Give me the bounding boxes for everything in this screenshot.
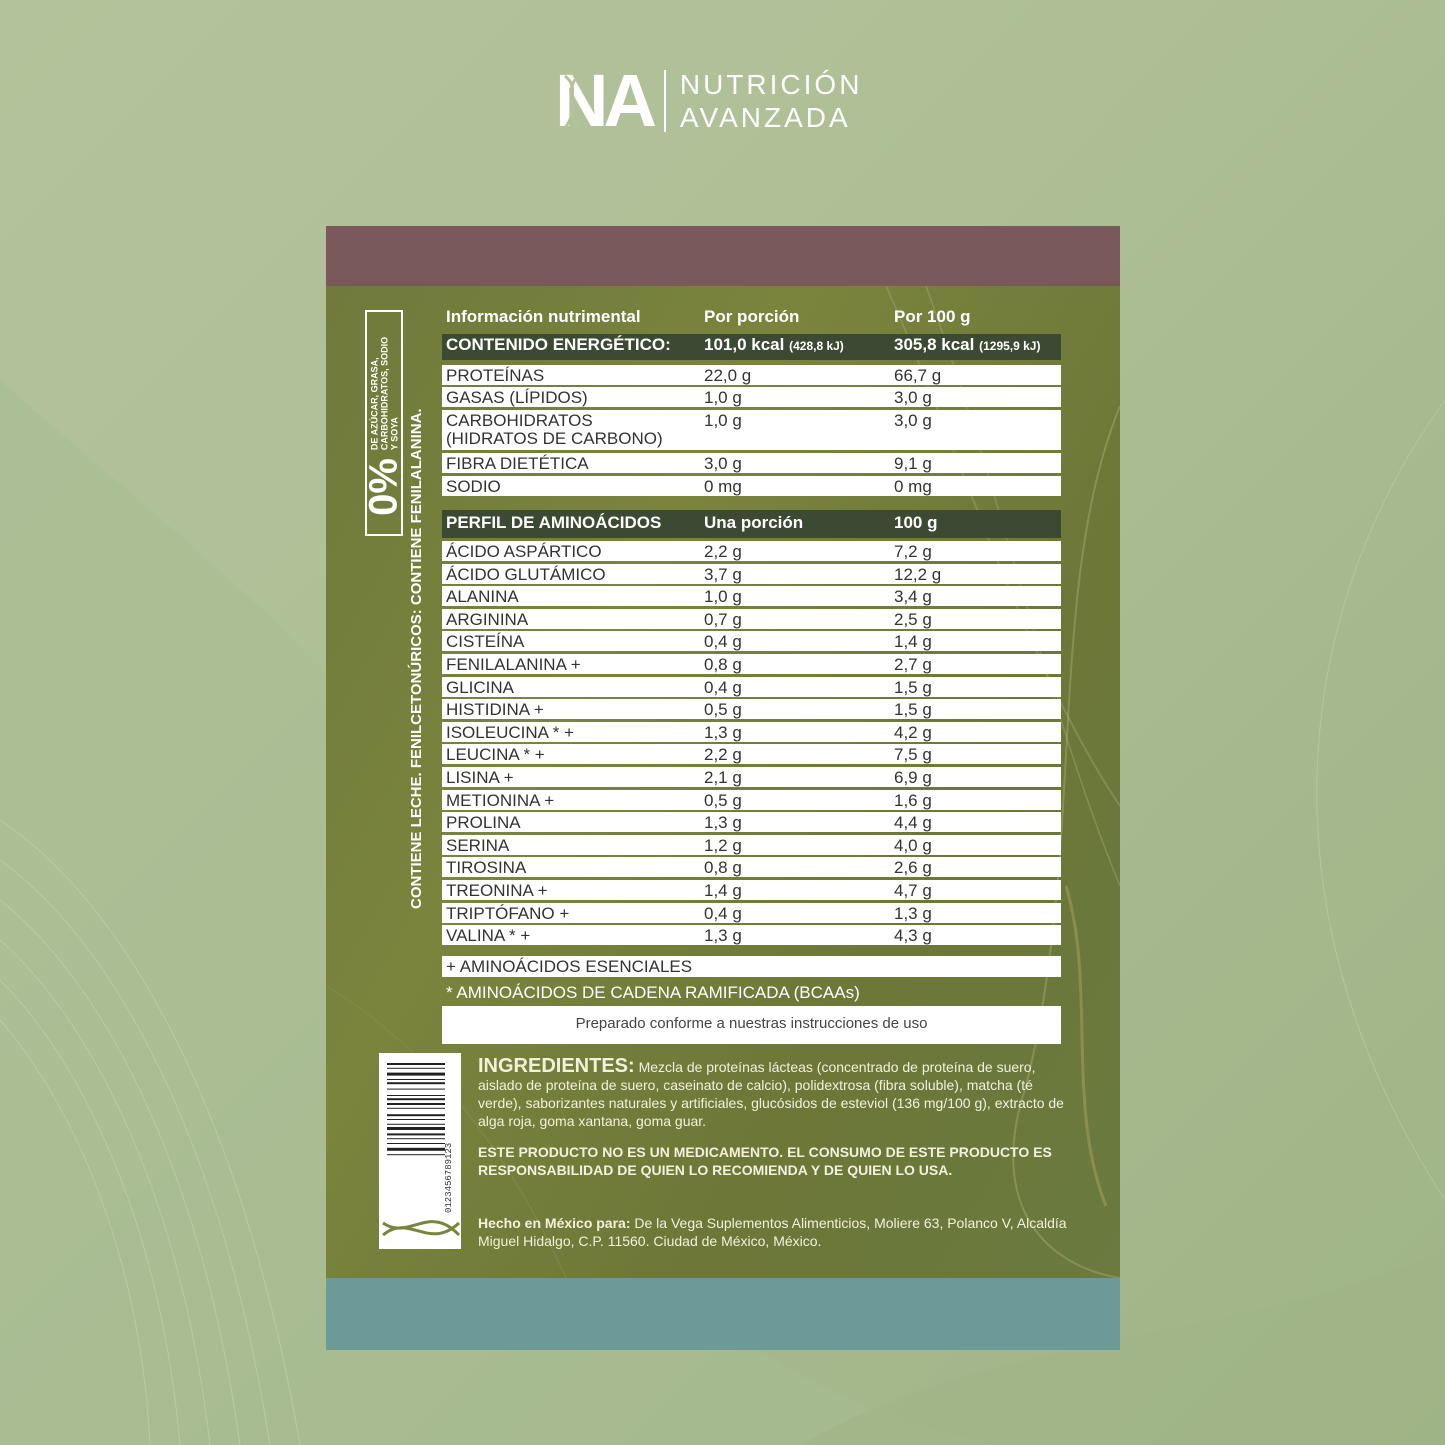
amino-row xyxy=(442,744,1061,764)
bcaa-note xyxy=(442,982,1061,1004)
amino-row xyxy=(442,767,1061,787)
amino-portion: 0,5 g xyxy=(704,790,742,810)
amino-row xyxy=(442,609,1061,629)
essential-note xyxy=(442,956,1061,977)
barcode-bar xyxy=(387,1073,445,1076)
logo-letters: NA xyxy=(555,59,652,142)
nutrient-portion: 22,0 g xyxy=(704,366,752,385)
barcode-graphic xyxy=(379,1053,461,1249)
nutrient-name: FIBRA DIETÉTICA xyxy=(446,454,589,473)
barcode xyxy=(379,1053,461,1249)
amino-portion: 3,7 g xyxy=(704,564,742,584)
logo-divider xyxy=(664,70,666,132)
amino-name: CISTEÍNA xyxy=(446,632,525,652)
manufacturer xyxy=(478,1214,1068,1250)
nutrient-row xyxy=(442,365,1061,385)
amino-per100: 4,3 g xyxy=(894,926,932,946)
amino-portion: 1,2 g xyxy=(704,835,742,855)
amino-portion: 0,4 g xyxy=(704,903,742,923)
energy-label: CONTENIDO ENERGÉTICO: xyxy=(446,335,671,354)
amino-portion: 0,8 g xyxy=(704,655,742,674)
amino-per100: 12,2 g xyxy=(894,564,942,584)
nutrient-per100: 9,1 g xyxy=(894,454,932,473)
amino-per100: 1,5 g xyxy=(894,700,932,720)
nutrient-row xyxy=(442,476,1061,496)
nutrition-header xyxy=(442,306,1061,332)
amino-row xyxy=(442,654,1061,674)
nutrient-portion: 3,0 g xyxy=(704,454,742,473)
logo-line-1: NUTRICIÓN xyxy=(679,69,863,100)
energy-portion: 101,0 kcal (428,8 kJ) xyxy=(704,335,844,354)
energy-row xyxy=(442,334,1061,360)
barcode-bar xyxy=(387,1138,445,1139)
amino-name: METIONINA + xyxy=(446,790,555,810)
amino-portion: 0,4 g xyxy=(704,632,742,652)
barcode-bar xyxy=(387,1114,445,1116)
amino-portion: 1,3 g xyxy=(704,813,742,833)
amino-row xyxy=(442,631,1061,651)
nutrient-per100: 3,0 g xyxy=(894,411,932,430)
preparation-note: Preparado conforme a nuestras instrucciones de uso xyxy=(442,1006,1061,1044)
barcode-bar xyxy=(387,1124,445,1125)
nutrient-row xyxy=(442,387,1061,407)
amino-per100: 4,2 g xyxy=(894,722,932,742)
nutrient-row xyxy=(442,410,1061,450)
barcode-bar xyxy=(387,1098,445,1100)
amino-per100: 1,4 g xyxy=(894,632,932,652)
barcode-bar xyxy=(387,1133,445,1135)
amino-header xyxy=(442,510,1061,538)
zero-claim-box xyxy=(361,310,406,536)
amino-per100: 2,5 g xyxy=(894,609,932,629)
amino-row xyxy=(442,925,1061,945)
zero-percent: 0% xyxy=(361,458,406,516)
nutrient-name: SODIO xyxy=(446,477,501,496)
logo-words xyxy=(680,68,863,134)
product-label-panel xyxy=(326,226,1120,1350)
nutrition-label xyxy=(326,286,1120,1278)
amino-portion: 0,4 g xyxy=(704,677,742,697)
amino-row xyxy=(442,857,1061,877)
barcode-bar xyxy=(387,1127,445,1130)
amino-row xyxy=(442,790,1061,810)
amino-row xyxy=(442,903,1061,923)
amino-row xyxy=(442,812,1061,832)
amino-name: ÁCIDO ASPÁRTICO xyxy=(446,542,602,561)
nutrient-per100: 0 mg xyxy=(894,477,932,496)
barcode-bar xyxy=(387,1063,445,1065)
nutrient-name: PROTEÍNAS xyxy=(446,366,545,385)
amino-name: ARGININA xyxy=(446,609,529,629)
amino-name: GLICINA xyxy=(446,677,515,697)
amino-name: TRIPTÓFANO + xyxy=(446,903,570,923)
amino-row xyxy=(442,564,1061,584)
amino-per100: 1,5 g xyxy=(894,677,932,697)
barcode-bar xyxy=(387,1082,445,1084)
logo-line-2: AVANZADA xyxy=(679,102,851,133)
amino-row xyxy=(442,677,1061,697)
barcode-bar xyxy=(387,1079,445,1080)
amino-per100: 2,6 g xyxy=(894,858,932,878)
nutrient-per100: 3,0 g xyxy=(894,388,932,407)
amino-portion: 2,2 g xyxy=(704,542,742,561)
amino-portion: 2,2 g xyxy=(704,745,742,765)
nutrient-name: GASAS (LÍPIDOS) xyxy=(446,388,588,407)
barcode-bar xyxy=(387,1108,445,1109)
nutrient-row xyxy=(442,453,1061,473)
amino-portion: 1,3 g xyxy=(704,926,742,946)
amino-per100: 4,0 g xyxy=(894,835,932,855)
medical-warning: ESTE PRODUCTO NO ES UN MEDICAMENTO. EL CONSUMO DE ESTE PRODUCTO ES RESPONSABILIDAD DE QUIEN LO RECOMIENDA Y DE QUIEN LO USA. xyxy=(478,1144,1052,1178)
essential-note-text: + AMINOÁCIDOS ESENCIALES xyxy=(446,957,693,976)
amino-row xyxy=(442,722,1061,742)
amino-row xyxy=(442,835,1061,855)
amino-name: HISTIDINA + xyxy=(446,700,544,720)
nutrient-portion: 1,0 g xyxy=(704,411,742,430)
bcaa-note-text: * AMINOÁCIDOS DE CADENA RAMIFICADA (BCAAs) xyxy=(446,983,860,1002)
amino-name: SERINA xyxy=(446,835,510,855)
amino-name: ALANINA xyxy=(446,587,519,607)
amino-row xyxy=(442,699,1061,719)
nutrient-name: CARBOHIDRATOS xyxy=(446,411,593,430)
header-col-3: Por 100 g xyxy=(894,307,971,326)
dna-icon xyxy=(559,74,585,130)
amino-portion: 0,7 g xyxy=(704,609,742,629)
amino-name: LEUCINA * + xyxy=(446,745,545,765)
logo-mark xyxy=(555,59,652,142)
barcode-bar xyxy=(387,1154,445,1155)
amino-portion: 0,8 g xyxy=(704,858,742,878)
manufacturer-label: Hecho en México para: xyxy=(478,1215,631,1231)
barcode-bar xyxy=(387,1143,445,1144)
nutrient-portion: 1,0 g xyxy=(704,388,742,407)
amino-name: FENILALANINA + xyxy=(446,655,581,674)
header-col-1: Información nutrimental xyxy=(446,307,641,326)
barcode-bar xyxy=(387,1068,445,1069)
barcode-bar xyxy=(387,1089,445,1090)
energy-per100: 305,8 kcal (1295,9 kJ) xyxy=(894,335,1041,354)
amino-name: PROLINA xyxy=(446,813,521,833)
brand-logo xyxy=(555,59,863,142)
top-color-band xyxy=(326,226,1120,286)
barcode-bar xyxy=(387,1103,445,1105)
barcode-bar xyxy=(387,1119,445,1120)
amino-portion: 0,5 g xyxy=(704,700,742,720)
barcode-bar xyxy=(387,1148,445,1151)
amino-name: TREONINA + xyxy=(446,881,548,900)
amino-per100: 1,3 g xyxy=(894,903,932,923)
amino-per100: 3,4 g xyxy=(894,587,932,607)
nutrient-name-line-2: (HIDRATOS DE CARBONO) xyxy=(446,429,663,448)
amino-name: VALINA * + xyxy=(446,926,531,946)
amino-per100: 7,5 g xyxy=(894,745,932,765)
amino-per100: 1,6 g xyxy=(894,790,932,810)
amino-per100: 2,7 g xyxy=(894,655,932,674)
zero-claim-text: DE AZÚCAR, GRASA, CARBOHIDRATOS, SODIO Y SOYA xyxy=(369,336,399,451)
barcode-bar xyxy=(387,1095,445,1096)
amino-row xyxy=(442,586,1061,606)
bottom-color-band xyxy=(326,1278,1120,1350)
amino-header-col-3: 100 g xyxy=(894,513,938,532)
nutrient-per100: 66,7 g xyxy=(894,366,942,385)
amino-name: ISOLEUCINA * + xyxy=(446,722,575,742)
ingredients-heading: INGREDIENTES: xyxy=(478,1055,635,1077)
barcode-digits: 0123456789123 xyxy=(444,1142,454,1213)
amino-header-col-1: PERFIL DE AMINOÁCIDOS xyxy=(446,513,662,532)
amino-row xyxy=(442,541,1061,561)
amino-portion: 1,0 g xyxy=(704,587,742,607)
amino-header-col-2: Una porción xyxy=(704,513,804,532)
nutrient-portion: 0 mg xyxy=(704,477,742,496)
amino-per100: 4,7 g xyxy=(894,881,932,900)
ingredients-text: Mezcla de proteínas lácteas (concentrado de proteína de suero, aislado de proteína de suero, caseinato de calcio), polidextrosa (fibra soluble), matcha (té verde), saborizantes naturales y artificiales, glucósidos de esteviol (136 mg/100 g), extracto de alga roja, goma xantana, goma guar. xyxy=(478,1059,1064,1129)
header-col-2: Por porción xyxy=(704,307,800,326)
manufacturer-address: De la Vega Suplementos Alimenticios, Moliere 63, Polanco V, Alcaldía Miguel Hidalgo, C.P. 11560. Ciudad de México, México. xyxy=(478,1215,1067,1249)
amino-name: LISINA + xyxy=(446,768,514,787)
amino-name: TIROSINA xyxy=(446,858,527,878)
allergen-warning: CONTIENE LECHE. FENILCETONÚRICOS: CONTIENE FENILALANINA. xyxy=(408,408,425,909)
ingredients xyxy=(478,1057,1064,1130)
amino-per100: 4,4 g xyxy=(894,813,932,833)
amino-row xyxy=(442,880,1061,900)
amino-per100: 7,2 g xyxy=(894,542,932,561)
amino-per100: 6,9 g xyxy=(894,768,932,787)
amino-portion: 1,3 g xyxy=(704,722,742,742)
amino-name: ÁCIDO GLUTÁMICO xyxy=(446,564,606,584)
amino-portion: 1,4 g xyxy=(704,881,742,900)
amino-portion: 2,1 g xyxy=(704,768,742,787)
